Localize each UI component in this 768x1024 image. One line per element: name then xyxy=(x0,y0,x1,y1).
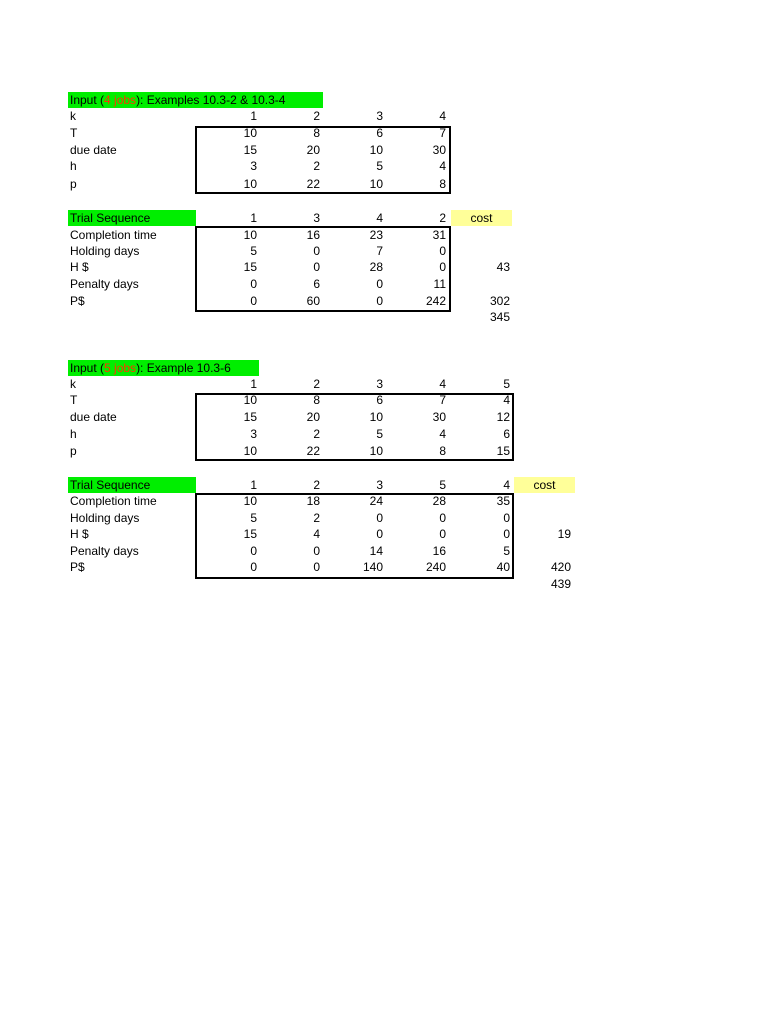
trial-seq-cell: 2 xyxy=(313,478,320,492)
row-label: h xyxy=(70,427,77,441)
row-label: T xyxy=(70,126,78,140)
row-label: Completion time xyxy=(70,228,157,242)
cell: 0 xyxy=(376,511,383,525)
cell: 7 xyxy=(439,393,446,407)
cell: 2 xyxy=(313,377,320,391)
cell: 60 xyxy=(306,294,320,308)
row-label: H $ xyxy=(70,260,89,274)
row-label: Penalty days xyxy=(70,277,139,291)
cell: 0 xyxy=(376,527,383,541)
cell: 0 xyxy=(439,527,446,541)
cell: 3 xyxy=(250,159,257,173)
cost-cell: 420 xyxy=(550,560,571,574)
cell: 140 xyxy=(362,560,383,574)
cell: 242 xyxy=(425,294,446,308)
section2-header-suffix: ): Example 10.3-6 xyxy=(136,361,231,375)
cell: 8 xyxy=(313,393,320,407)
cell: 28 xyxy=(432,494,446,508)
row-label: Holding days xyxy=(70,244,140,258)
cell: 4 xyxy=(313,527,320,541)
cell: 35 xyxy=(496,494,510,508)
cell: 10 xyxy=(243,393,257,407)
cell: 15 xyxy=(496,444,510,458)
section2-header xyxy=(70,360,231,376)
section1-total-cost: 345 xyxy=(489,310,510,324)
cell: 3 xyxy=(376,377,383,391)
cost-cell: 43 xyxy=(496,260,510,274)
cell: 11 xyxy=(433,277,446,291)
section1-cost-header: cost xyxy=(470,211,493,225)
row-label: h xyxy=(70,159,77,173)
cell: 22 xyxy=(306,444,320,458)
trial-seq-cell: 4 xyxy=(376,211,383,225)
cell: 5 xyxy=(250,511,257,525)
cell: 4 xyxy=(439,109,446,123)
cell: 24 xyxy=(369,494,383,508)
cell: 2 xyxy=(313,109,320,123)
cell: 12 xyxy=(496,410,510,424)
trial-seq-cell: 4 xyxy=(503,478,510,492)
row-label: k xyxy=(70,377,76,391)
cell: 20 xyxy=(306,410,320,424)
cell: 0 xyxy=(439,511,446,525)
cell: 3 xyxy=(376,109,383,123)
cell: 5 xyxy=(250,244,257,258)
cell: 10 xyxy=(369,143,383,157)
cell: 10 xyxy=(243,444,257,458)
cell: 30 xyxy=(432,143,446,157)
row-label: p xyxy=(70,444,77,458)
trial-seq-cell: 3 xyxy=(376,478,383,492)
cell: 0 xyxy=(250,560,257,574)
cell: 3 xyxy=(250,427,257,441)
cell: 2 xyxy=(313,427,320,441)
cell: 7 xyxy=(376,244,383,258)
cell: 8 xyxy=(439,444,446,458)
cell: 10 xyxy=(243,228,257,242)
row-label: Penalty days xyxy=(70,544,139,558)
cell: 2 xyxy=(313,511,320,525)
cell: 18 xyxy=(306,494,320,508)
cell: 40 xyxy=(496,560,510,574)
cell: 0 xyxy=(313,244,320,258)
section1-header xyxy=(70,92,285,108)
section2-cost-header: cost xyxy=(533,478,556,492)
cell: 1 xyxy=(250,109,257,123)
cell: 10 xyxy=(243,126,257,140)
section1-trial-label: Trial Sequence xyxy=(70,211,151,225)
cell: 22 xyxy=(306,177,320,191)
cell: 20 xyxy=(306,143,320,157)
cell: 0 xyxy=(376,294,383,308)
cell: 0 xyxy=(313,260,320,274)
cell: 28 xyxy=(369,260,383,274)
cell: 0 xyxy=(250,277,257,291)
cell: 16 xyxy=(432,544,446,558)
section1-header-jobs: 4 jobs xyxy=(104,93,137,107)
trial-seq-cell: 1 xyxy=(250,478,257,492)
row-label: H $ xyxy=(70,527,89,541)
row-label: k xyxy=(70,109,76,123)
row-label: T xyxy=(70,393,78,407)
cost-cell: 19 xyxy=(557,527,571,541)
cell: 0 xyxy=(376,277,383,291)
cell: 8 xyxy=(439,177,446,191)
row-label: due date xyxy=(70,143,117,157)
cell: 15 xyxy=(243,143,257,157)
row-label: P$ xyxy=(70,560,85,574)
cell: 0 xyxy=(503,511,510,525)
cell: 8 xyxy=(313,126,320,140)
cell: 14 xyxy=(369,544,383,558)
cell: 0 xyxy=(313,560,320,574)
cell: 4 xyxy=(503,393,510,407)
cell: 240 xyxy=(425,560,446,574)
trial-seq-cell: 3 xyxy=(313,211,320,225)
cell: 10 xyxy=(243,494,257,508)
section1-header-prefix: Input ( xyxy=(70,93,105,107)
cell: 10 xyxy=(369,410,383,424)
cell: 6 xyxy=(376,393,383,407)
cell: 6 xyxy=(376,126,383,140)
cell: 5 xyxy=(503,544,510,558)
cell: 6 xyxy=(503,427,510,441)
trial-seq-cell: 5 xyxy=(439,478,446,492)
cell: 6 xyxy=(313,277,320,291)
section1-header-suffix: ): Examples 10.3-2 & 10.3-4 xyxy=(136,93,286,107)
cell: 0 xyxy=(313,544,320,558)
cell: 30 xyxy=(432,410,446,424)
cell: 10 xyxy=(369,444,383,458)
row-label: p xyxy=(70,177,77,191)
section2-trial-label: Trial Sequence xyxy=(70,478,151,492)
cell: 0 xyxy=(439,244,446,258)
cell: 23 xyxy=(369,228,383,242)
cell: 7 xyxy=(439,126,446,140)
cell: 4 xyxy=(439,377,446,391)
cell: 0 xyxy=(503,527,510,541)
trial-seq-cell: 2 xyxy=(439,211,446,225)
row-label: P$ xyxy=(70,294,85,308)
cell: 16 xyxy=(306,228,320,242)
section2-header-jobs: 5 jobs xyxy=(104,361,137,375)
trial-seq-cell: 1 xyxy=(250,211,257,225)
cell: 4 xyxy=(439,427,446,441)
cell: 1 xyxy=(250,377,257,391)
cell: 5 xyxy=(376,427,383,441)
cell: 10 xyxy=(369,177,383,191)
cell: 5 xyxy=(376,159,383,173)
cell: 2 xyxy=(313,159,320,173)
row-label: Completion time xyxy=(70,494,157,508)
cell: 0 xyxy=(250,544,257,558)
cost-cell: 302 xyxy=(489,294,510,308)
cell: 31 xyxy=(432,228,446,242)
section2-total-cost: 439 xyxy=(550,577,571,591)
cell: 4 xyxy=(439,159,446,173)
cell: 10 xyxy=(243,177,257,191)
cell: 5 xyxy=(503,377,510,391)
cell: 15 xyxy=(243,410,257,424)
row-label: due date xyxy=(70,410,117,424)
cell: 0 xyxy=(250,294,257,308)
cell: 0 xyxy=(439,260,446,274)
cell: 15 xyxy=(243,527,257,541)
cell: 15 xyxy=(243,260,257,274)
section2-header-prefix: Input ( xyxy=(70,361,105,375)
row-label: Holding days xyxy=(70,511,140,525)
